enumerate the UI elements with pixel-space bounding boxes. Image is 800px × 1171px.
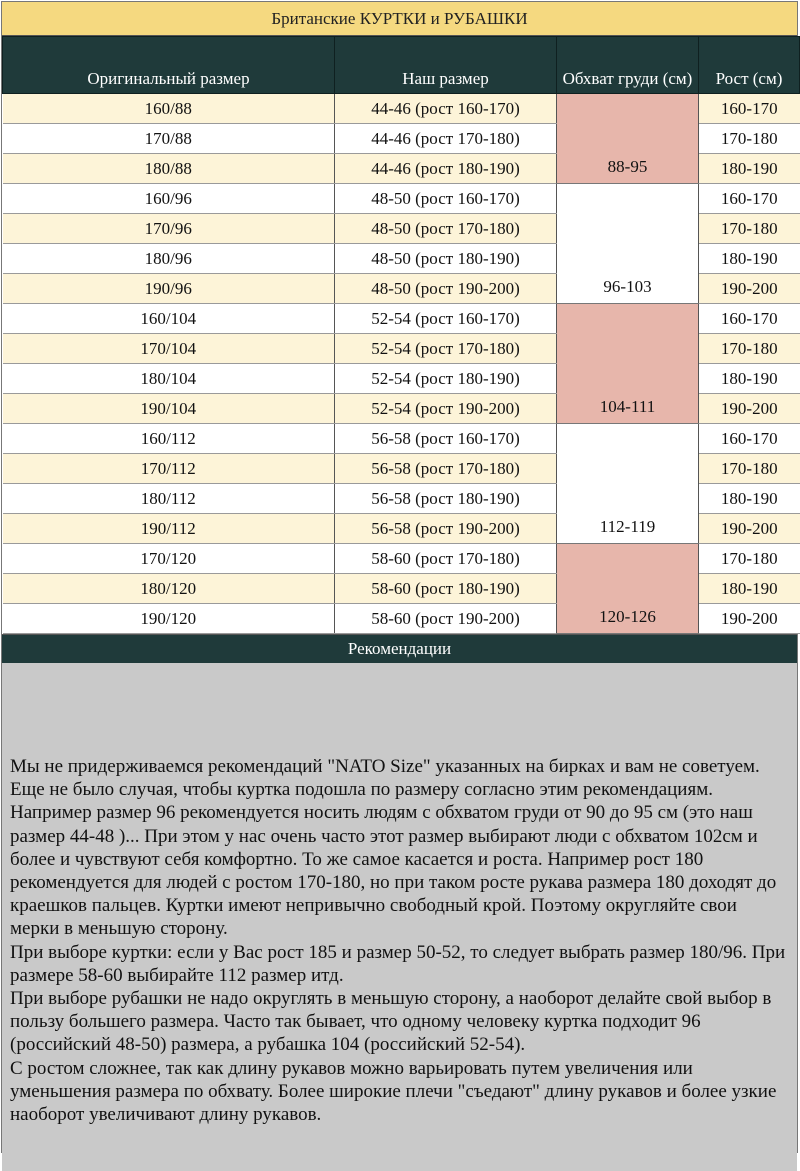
- chest-range-cell: 88-95: [557, 94, 699, 184]
- height-cell: 170-180: [699, 544, 800, 574]
- original-size-cell: 170/96: [3, 214, 335, 244]
- our-size-cell: 58-60 (рост 190-200): [335, 604, 557, 634]
- our-size-cell: 56-58 (рост 190-200): [335, 514, 557, 544]
- height-cell: 170-180: [699, 334, 800, 364]
- our-size-cell: 52-54 (рост 160-170): [335, 304, 557, 334]
- our-size-cell: 44-46 (рост 180-190): [335, 154, 557, 184]
- our-size-cell: 48-50 (рост 160-170): [335, 184, 557, 214]
- size-table: [2, 36, 800, 634]
- height-cell: 190-200: [699, 394, 800, 424]
- height-cell: 160-170: [699, 94, 800, 124]
- height-cell: 180-190: [699, 244, 800, 274]
- our-size-cell: 56-58 (рост 170-180): [335, 454, 557, 484]
- original-size-cell: 170/120: [3, 544, 335, 574]
- height-cell: 160-170: [699, 184, 800, 214]
- original-size-cell: 160/104: [3, 304, 335, 334]
- chart-title: Британские КУРТКИ и РУБАШКИ: [2, 2, 797, 36]
- original-size-cell: 180/104: [3, 364, 335, 394]
- our-size-cell: 56-58 (рост 180-190): [335, 484, 557, 514]
- size-chart-frame: [1, 1, 798, 1153]
- height-cell: 170-180: [699, 214, 800, 244]
- height-cell: 170-180: [699, 124, 800, 154]
- our-size-cell: 48-50 (рост 170-180): [335, 214, 557, 244]
- original-size-cell: 170/88: [3, 124, 335, 154]
- height-cell: 180-190: [699, 364, 800, 394]
- chest-range-cell: 96-103: [557, 184, 699, 304]
- original-size-cell: 170/104: [3, 334, 335, 364]
- original-size-cell: 180/120: [3, 574, 335, 604]
- height-cell: 170-180: [699, 454, 800, 484]
- table-row: [3, 424, 800, 454]
- original-size-cell: 180/88: [3, 154, 335, 184]
- recommendation-paragraph: При выборе рубашки не надо округлять в меньшую сторону, а наоборот делайте свой выбор в пользу большего размера. Часто так бывает, что одному человеку куртка подходит 96 (российский 48-50) размера, а рубашка 104 (российский 52-54).: [10, 988, 772, 1056]
- height-cell: 180-190: [699, 154, 800, 184]
- our-size-cell: 58-60 (рост 180-190): [335, 574, 557, 604]
- our-size-cell: 52-54 (рост 180-190): [335, 364, 557, 394]
- original-size-cell: 180/112: [3, 484, 335, 514]
- chest-range-cell: 120-126: [557, 544, 699, 634]
- original-size-cell: 180/96: [3, 244, 335, 274]
- height-cell: 160-170: [699, 424, 800, 454]
- size-table-body: [3, 94, 800, 634]
- header-chest: Обхват груди (см): [557, 37, 699, 94]
- recommendations-text: [2, 663, 797, 1171]
- height-cell: 160-170: [699, 304, 800, 334]
- height-cell: 180-190: [699, 484, 800, 514]
- original-size-cell: 160/88: [3, 94, 335, 124]
- our-size-cell: 52-54 (рост 170-180): [335, 334, 557, 364]
- our-size-cell: 48-50 (рост 190-200): [335, 274, 557, 304]
- header-our-size: Наш размер: [335, 37, 557, 94]
- original-size-cell: 170/112: [3, 454, 335, 484]
- table-row: [3, 544, 800, 574]
- recommendation-paragraph: При выборе куртки: если у Вас рост 185 и размер 50-52, то следует выбрать размер 180/96. При размере 58-60 выбирайте 112 размер итд.: [10, 941, 786, 986]
- header-height: Рост (см): [699, 37, 800, 94]
- recommendations-title: Рекомендации: [2, 634, 797, 663]
- original-size-cell: 190/120: [3, 604, 335, 634]
- our-size-cell: 48-50 (рост 180-190): [335, 244, 557, 274]
- table-row: [3, 304, 800, 334]
- our-size-cell: 58-60 (рост 170-180): [335, 544, 557, 574]
- table-row: [3, 94, 800, 124]
- our-size-cell: 56-58 (рост 160-170): [335, 424, 557, 454]
- original-size-cell: 190/96: [3, 274, 335, 304]
- height-cell: 190-200: [699, 514, 800, 544]
- original-size-cell: 190/104: [3, 394, 335, 424]
- our-size-cell: 52-54 (рост 190-200): [335, 394, 557, 424]
- recommendation-paragraph: С ростом сложнее, так как длину рукавов можно варьировать путем увеличения или уменьшения размера по обхвату. Более широкие плечи "съедают" длину рукавов и более узкие наоборот увеличивают длину рукавов.: [10, 1057, 777, 1126]
- original-size-cell: 160/96: [3, 184, 335, 214]
- header-original-size: Оригинальный размер: [3, 37, 335, 94]
- height-cell: 190-200: [699, 274, 800, 304]
- original-size-cell: 160/112: [3, 424, 335, 454]
- original-size-cell: 190/112: [3, 514, 335, 544]
- recommendation-paragraph: Мы не придерживаемся рекомендаций "NATO Size" указанных на бирках и вам не советуем. Еще не было случая, чтобы куртка подошла по размеру согласно этим рекомендациям. Например размер 96 рекомендуется носить людям с обхватом груди от 90 до 95 см (это наш размер 44-48 )... При этом у нас очень часто этот размер выбирают люди с обхватом 102см и более и чувствуют себя комфортно. То же самое касается и роста. Например рост 180 рекомендуется для людей с ростом 170-180, но при таком росте рукава размера 180 доходят до краешков пальцев. Куртки имеют непривычно свободный крой. Поэтому округляйте свои мерки в меньшую сторону.: [10, 756, 777, 940]
- height-cell: 180-190: [699, 574, 800, 604]
- our-size-cell: 44-46 (рост 170-180): [335, 124, 557, 154]
- table-row: [3, 184, 800, 214]
- chest-range-cell: 104-111: [557, 304, 699, 424]
- chest-range-cell: 112-119: [557, 424, 699, 544]
- table-header-row: [3, 37, 800, 94]
- our-size-cell: 44-46 (рост 160-170): [335, 94, 557, 124]
- height-cell: 190-200: [699, 604, 800, 634]
